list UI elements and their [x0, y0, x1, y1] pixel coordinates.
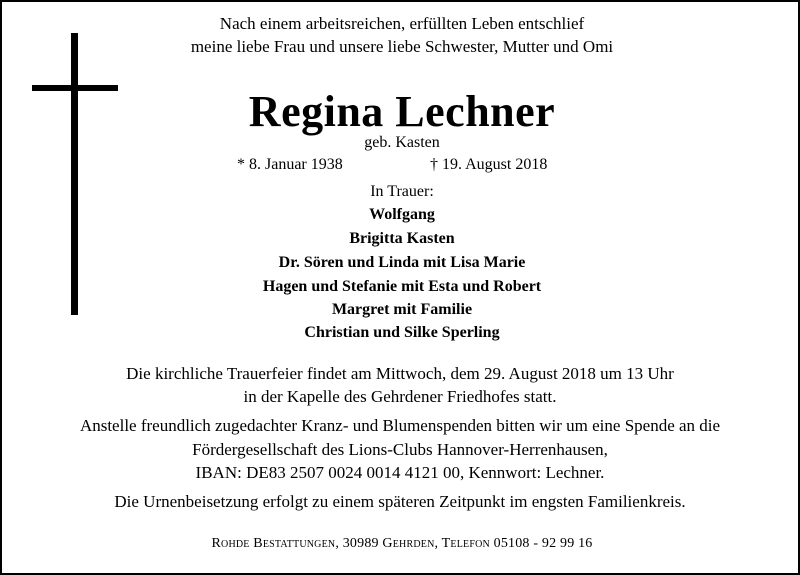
intro-line-2: meine liebe Frau und unsere liebe Schwester, Mutter und Omi — [190, 37, 614, 56]
birth-name: geb. Kasten — [364, 134, 440, 151]
burial-note: Die Urnenbeisetzung erfolgt zu einem späteren Zeitpunkt im engsten Familienkreis. — [114, 492, 686, 511]
donation-line-3: IBAN: DE83 2507 0024 0014 4121 00, Kennwort: Lechner. — [195, 463, 605, 482]
service-line-1: Die kirchliche Trauerfeier findet am Mittwoch, dem 29. August 2018 um 13 Uhr — [126, 364, 674, 383]
deceased-name: Regina Lechner — [248, 87, 556, 136]
mourner-name: Brigitta Kasten — [349, 230, 455, 247]
intro-line-1: Nach einem arbeitsreichen, erfüllten Leben entschlief — [219, 14, 585, 33]
cross-icon — [71, 33, 78, 315]
donation-line-1: Anstelle freundlich zugedachter Kranz- und Blumenspenden bitten wir um eine Spende an die — [79, 416, 721, 435]
cross-icon-bar — [32, 85, 118, 91]
donation-line-2: Fördergesellschaft des Lions-Clubs Hannover-Herrenhausen, — [192, 440, 608, 459]
funeral-home-footer: Rohde Bestattungen, 30989 Gehrden, Telefon 05108 - 92 99 16 — [211, 536, 593, 551]
mourner-name: Hagen und Stefanie mit Esta und Robert — [262, 278, 542, 295]
mourner-name: Dr. Sören und Linda mit Lisa Marie — [278, 254, 526, 271]
death-date: † 19. August 2018 — [430, 156, 548, 173]
mourner-name: Wolfgang — [369, 206, 435, 223]
service-line-2: in der Kapelle des Gehrdener Friedhofes statt. — [243, 387, 557, 406]
mourner-name: Christian und Silke Sperling — [304, 324, 500, 341]
mourner-name: Margret mit Familie — [331, 301, 473, 318]
birth-date: * 8. Januar 1938 — [237, 156, 343, 173]
mourners-heading: In Trauer: — [370, 183, 434, 200]
